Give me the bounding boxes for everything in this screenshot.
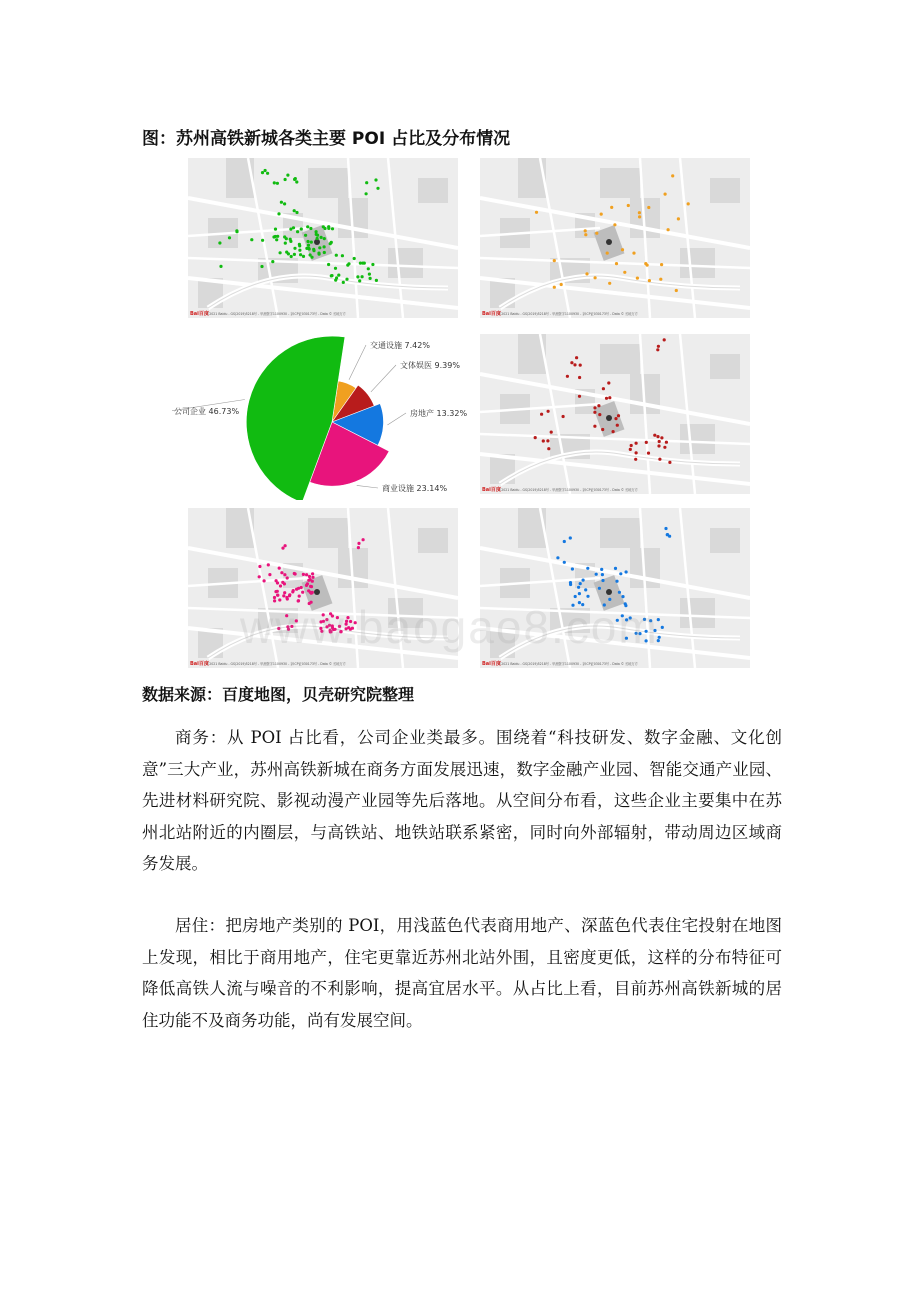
svg-text:©2021 Baidu - GS(2019)5218号 -: ©2021 Baidu - GS(2019)5218号 - 甲测资字1100930 - 京ICP证030173号 - Data © 长地万方 — [498, 662, 638, 666]
pie-leader-文体娱医 — [371, 365, 396, 392]
pie-leader-交通设施 — [349, 345, 366, 380]
map-transport — [480, 158, 750, 318]
paragraph-residence: 居住：把房地产类别的 POI，用浅蓝色代表商用地产、深蓝色代表住宅投射在地图上发现，相比于商用地产，住宅更靠近苏州北站外围，且密度更低，这样的分布特征可降低高铁人流与噪音的不利影响，提高宜居水平。从占比上看，目前苏州高铁新城的居住功能不及商务功能，尚有发展空间。 — [142, 916, 782, 1030]
pie-label-公司企业: 公司企业 46.73% — [174, 407, 240, 416]
svg-text:Bai百度: Bai百度 — [482, 311, 501, 317]
svg-text:©2021 Baidu - GS(2019)5218号 -: ©2021 Baidu - GS(2019)5218号 - 甲测资字1100930 - 京ICP证030173号 - Data © 长地万方 — [498, 312, 638, 316]
figure-title: 图：苏州高铁新城各类主要 POI 占比及分布情况 — [142, 129, 511, 149]
pie-label-房地产: 房地产 13.32% — [410, 409, 468, 418]
svg-text:Bai百度: Bai百度 — [482, 661, 501, 667]
map-culture — [480, 334, 750, 494]
map-commerce — [188, 508, 458, 668]
svg-text:©2021 Baidu - GS(2019)5218号 -: ©2021 Baidu - GS(2019)5218号 - 甲测资字1100930 - 京ICP证030173号 - Data © 长地万方 — [498, 488, 638, 492]
map-realestate — [480, 508, 750, 668]
pie-leader-商业设施 — [357, 485, 378, 488]
pie-chart — [172, 330, 472, 500]
pie-label-商业设施: 商业设施 23.14% — [382, 484, 448, 493]
map-company — [188, 158, 458, 318]
svg-text:©2021 Baidu - GS(2019)5218号 -: ©2021 Baidu - GS(2019)5218号 - 甲测资字1100930 - 京ICP证030173号 - Data © 长地万方 — [206, 662, 346, 666]
paragraph-business: 商务：从 POI 占比看，公司企业类最多。围绕着“科技研发、数字金融、文化创意”三大产业，苏州高铁新城在商务方面发展迅速，数字金融产业园、智能交通产业园、先进材料研究院、影视动漫产业园等先后落地。从空间分布看，这些企业主要集中在苏州北站附近的内圈层，与高铁站、地铁站联系紧密，同时向外部辐射，带动周边区域商务发展。 — [142, 728, 782, 873]
svg-text:Bai百度: Bai百度 — [190, 311, 209, 317]
svg-text:©2021 Baidu - GS(2019)5218号 -: ©2021 Baidu - GS(2019)5218号 - 甲测资字1100930 - 京ICP证030173号 - Data © 长地万方 — [206, 312, 346, 316]
pie-label-交通设施: 交通设施 7.42% — [370, 341, 430, 350]
source-note: 数据来源：百度地图，贝壳研究院整理 — [142, 685, 415, 704]
pie-leader-房地产 — [387, 413, 406, 425]
svg-text:Bai百度: Bai百度 — [482, 487, 501, 493]
pie-label-文体娱医: 文体娱医 9.39% — [400, 361, 460, 370]
svg-text:Bai百度: Bai百度 — [190, 661, 209, 667]
